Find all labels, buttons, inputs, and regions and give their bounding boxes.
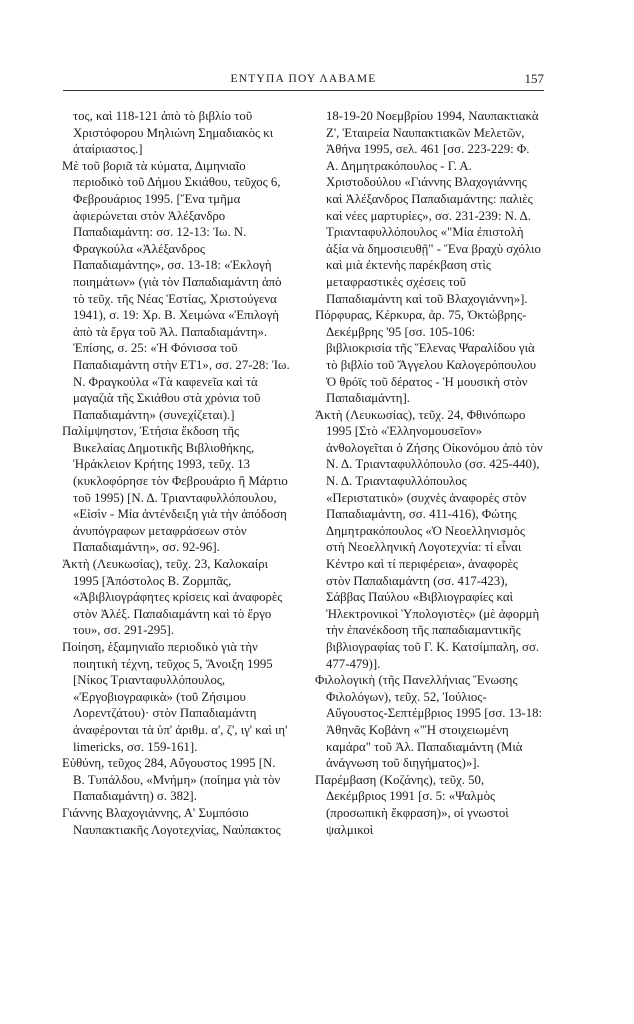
bibliography-entry: Φιλολογικὴ (τῆς Πανελλήνιας Ἕνωσης Φιλολόγων), τεῦχ. 52, Ἰούλιος-Αὔγουστος-Σεπτέμβριος 1995 [σσ. 13-18: Ἀθηνᾶς Κοβάνη «"Ἡ στοιχειωμένη καμάρα" τοῦ Ἀλ. Παπαδιαμάντη (Μιὰ ἀνάγνωση τοῦ διηγήματος)»]. — [315, 673, 543, 771]
bibliography-entry: Ἀκτὴ (Λευκωσίας), τεῦχ. 23, Καλοκαίρι 1995 [Ἀπόστολος Β. Ζορμπᾶς, «Ἀβιβλιογράφητες κρίσεις καὶ ἀναφορὲς στὸν Ἀλέξ. Παπαδιαμάντη καὶ τὸ ἔργο του», σσ. 291-295]. — [62, 557, 283, 638]
bibliography-entry: τος, καὶ 118-121 ἀπὸ τὸ βιβλίο τοῦ Χριστόφορου Μηλιώνη Σημαδιακὸς κι ἀταίριαστος.] — [73, 109, 274, 157]
bibliography-entry: Ποίηση, ἑξαμηνιαῖο περιοδικὸ γιὰ τὴν ποιητικὴ τέχνη, τεῦχος 5, Ἄνοιξη 1995 [Νίκος Τριανταφυλλόπουλος, «Ἐργοβιογραφικὰ» (τοῦ Ζήσιμου Λορεντζάτου)· στὸν Παπαδιαμάντη ἀναφέρονται τὰ ὑπ' ἀριθμ. α', ζ', ιγ' καὶ ιη' limericks, σσ. 159-161]. — [62, 640, 288, 754]
page-number: 157 — [524, 71, 544, 86]
bibliography-entry: Πόρφυρας, Κέρκυρα, ἀρ. 75, Ὀκτώβρης-Δεκέμβρης '95 [σσ. 105-106: βιβλιοκρισία τῆς Ἕλενας Ψαραλίδου γιὰ τὸ βιβλίο τοῦ Ἄγγελου Καλογερόπουλου Ὁ θρόϊς τοῦ δέρατος - Ἡ μουσικὴ στὸν Παπαδιαμάντη]. — [315, 308, 537, 406]
right-column — [315, 108, 543, 838]
left-column — [62, 108, 290, 838]
bibliography-entry: Εὐθύνη, τεῦχος 284, Αὔγουστος 1995 [Ν. Β. Τυπάλδου, «Μνήμη» (ποίημα γιὰ τὸν Παπαδιαμάντη) σ. 382]. — [62, 756, 281, 804]
bibliography-entry: Γιάννης Βλαχογιάννης, Α' Συμπόσιο Ναυπακτιακῆς Λογοτεχνίας, Ναύπακτος — [62, 805, 281, 837]
bibliography-entry: Ἀκτὴ (Λευκωσίας), τεῦχ. 24, Φθινόπωρο 1995 [Στὸ «Ἑλληνομουσεῖον» ἀνθολογεῖται ὁ Ζήσης Οἰκονόμου ἀπὸ τὸν Ν. Δ. Τριανταφυλλόπουλο (σσ. 425-440), Ν. Δ. Τριανταφυλλόπουλος «Περιστατικὸ» (συχνὲς ἀναφορὲς στὸν Παπαδιαμάντη, σσ. 411-416), Φώτης Δημητρακόπουλος «Ὁ Νεοελληνισμὸς στὴ Νεοελληνικὴ Λογοτεχνία: τί εἶναι Κέντρο καὶ τί περιφέρεια», ἀναφορὲς στὸν Παπαδιαμάντη (σσ. 417-423), Σάββας Παύλου «Βιβλιογραφίες καὶ Ἠλεκτρονικοὶ Ὑπολογιστὲς» (μὲ ἀφορμὴ τὴν ἐπανέκδοση τῆς παπαδιαμαντικῆς βιβλιογραφίας τοῦ Γ. Κ. Κατσίμπαλη, σσ. 477-479)]. — [315, 407, 543, 671]
running-head: ΕΝΤΥΠΑ ΠΟΥ ΛΑΒΑΜΕ — [230, 73, 377, 85]
bibliography-entry: Παρέμβαση (Κοζάνης), τεῦχ. 50, Δεκέμβριος 1991 [σ. 5: «Ψαλμὸς (προσωπικὴ ἔκφραση)», οἱ γνωστοὶ ψαλμικοὶ — [315, 772, 509, 837]
page-header — [63, 70, 544, 91]
bibliography-entry: 18-19-20 Νοεμβρίου 1994, Ναυπακτιακὰ Ζ', Ἑταιρεία Ναυπακτιακῶν Μελετῶν, Ἀθήνα 1995, σελ. 461 [σσ. 223-229: Φ. Α. Δημητρακόπουλος - Γ. Α. Χριστοδούλου «Γιάννης Βλαχογιάννης καὶ Ἀλέξανδρος Παπαδιαμάντης: παλιὲς καὶ νέες μαρτυρίες», σσ. 231-239: Ν. Δ. Τριανταφυλλόπουλος «"Μία ἐπιστολὴ ἀξία νὰ δημοσιευθῇ" - Ἕνα βραχὺ σχόλιο καὶ μιὰ ἐκτενὴς παρέκβαση στὶς μεταφραστικὲς σχέσεις τοῦ Παπαδιαμάντη καὶ τοῦ Βλαχογιάννη»]. — [326, 109, 541, 306]
bibliography-entry: Παλίμψηστον, Ἐτήσια ἔκδοση τῆς Βικελαίας Δημοτικῆς Βιβλιοθήκης, Ἡράκλειον Κρήτης 1993, τεῦχ. 13 (κυκλοφόρησε τὸν Φεβρουάριο ἢ Μάρτιο τοῦ 1995) [Ν. Δ. Τριανταφυλλόπουλου, «Εἰσὶν - Μία ἀντένδειξη γιὰ τὴν ἀπόδοση ἀνυπόγραφων μεταφράσεων στὸν Παπαδιαμάντη», σσ. 92-96]. — [62, 424, 288, 555]
bibliography-entry: Μὲ τοῦ βοριᾶ τὰ κύματα, Διμηνιαῖο περιοδικὸ τοῦ Δήμου Σκιάθου, τεῦχος 6, Φεβρουάριος 1995. [Ἕνα τμῆμα ἀφιερώνεται στὸν Ἀλέξανδρο Παπαδιαμάντη: σσ. 12-13: Ἰω. Ν. Φραγκούλα «Ἀλέξανδρος Παπαδιαμάντης», σσ. 13-18: «Ἐκλογὴ ποιημάτων» (γιὰ τὸν Παπαδιαμάντη ἀπὸ τὸ τεῦχ. τῆς Νέας Ἑστίας, Χριστούγενα 1941), σ. 19: Χρ. Β. Χειμώνα «Ἐπιλογὴ ἀπὸ τὰ ἔργα τοῦ Ἀλ. Παπαδιαμάντη». Ἐπίσης, σ. 25: «Ἡ Φόνισσα τοῦ Παπαδιαμάντη στὴν ΕΤ1», σσ. 27-28: Ἰω. Ν. Φραγκούλα «Τὰ καφενεῖα καὶ τὰ μαγαζιὰ τῆς Σκιάθου στὰ χρόνια τοῦ Παπαδιαμάντη» (συνεχίζεται).] — [62, 158, 290, 422]
